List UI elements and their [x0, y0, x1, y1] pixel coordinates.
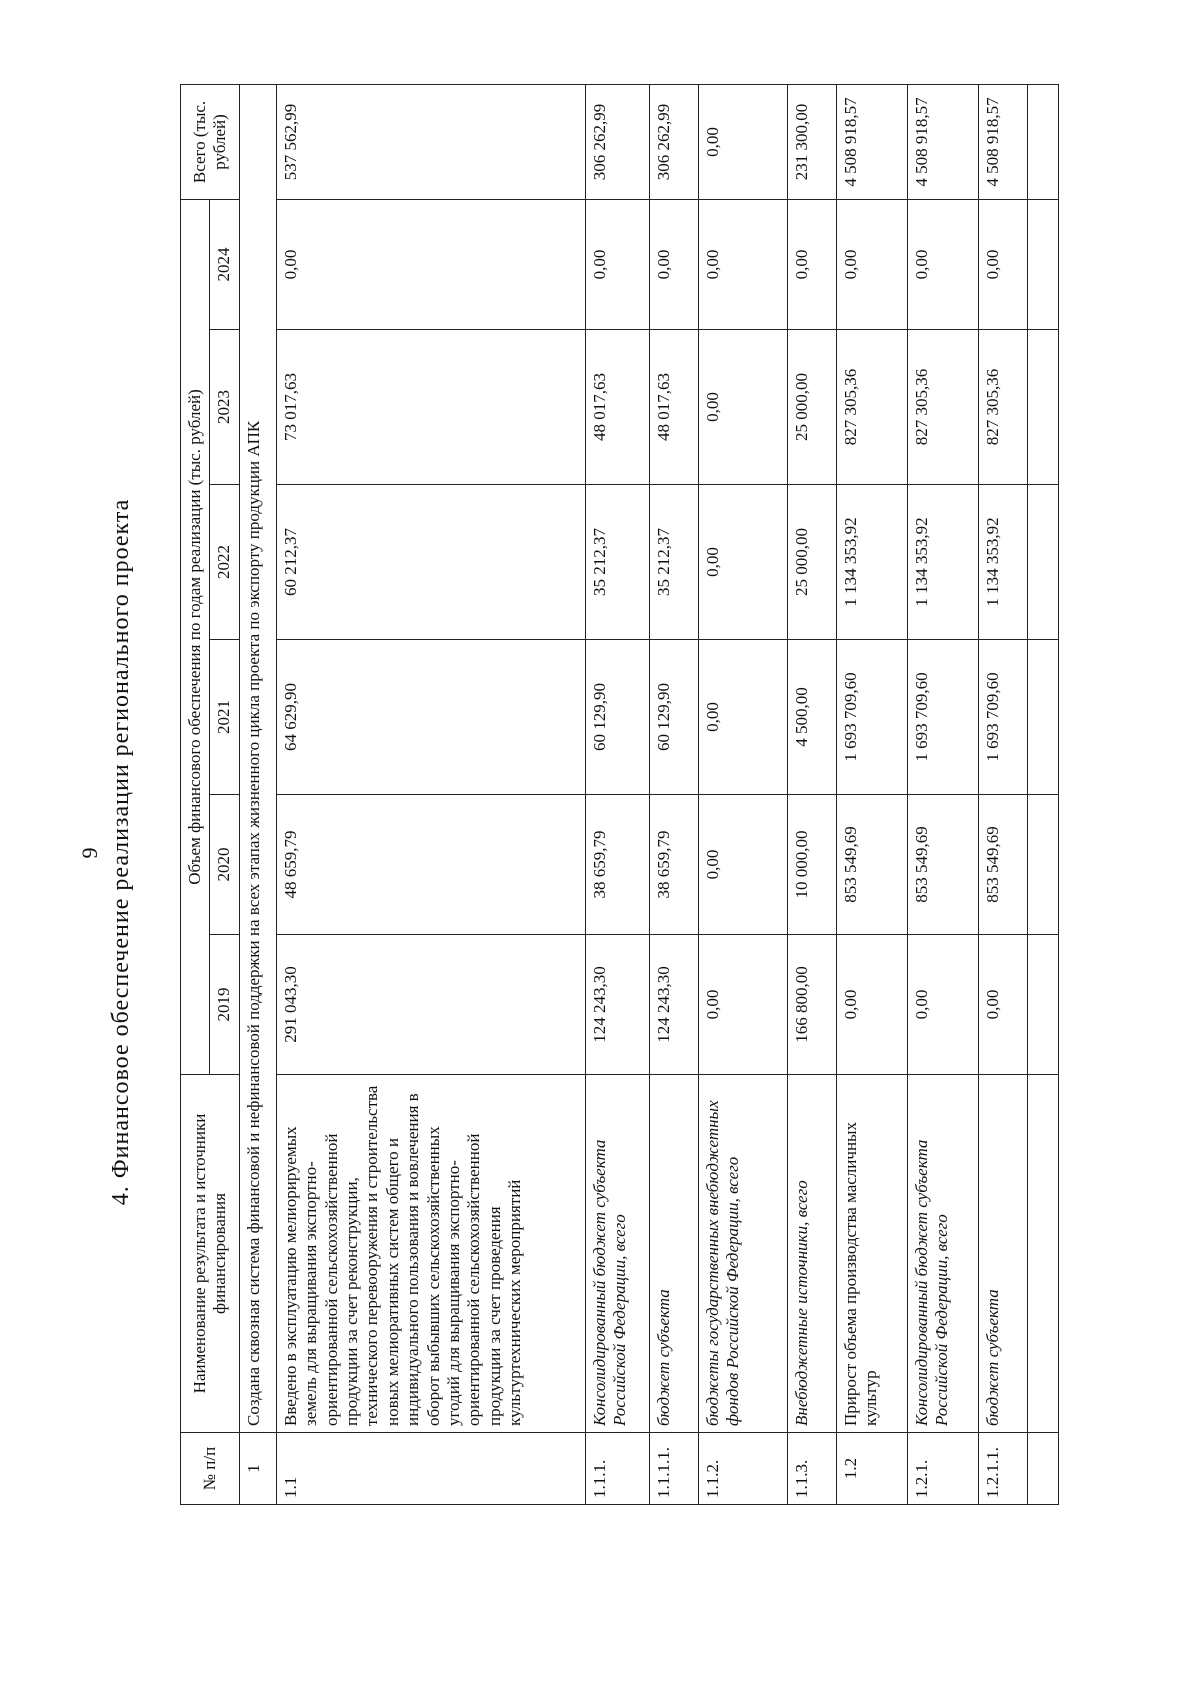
row-value: 0,00 — [978, 199, 1027, 329]
row-value: 35 212,37 — [585, 485, 649, 640]
rotated-table-container — [180, 85, 1050, 1505]
row-value: 0,00 — [978, 935, 1027, 1075]
row-total: 537 562,99 — [276, 84, 585, 199]
row-value: 0,00 — [787, 199, 836, 329]
empty-cell — [1027, 330, 1058, 485]
header-name: Наименование результата и источники финансирования — [181, 1075, 240, 1433]
row-total: 4 508 918,57 — [978, 84, 1027, 199]
header-group: Объем финансового обеспечения по годам реализации (тыс. рублей) — [181, 199, 210, 1074]
row-value: 0,00 — [698, 795, 787, 935]
row-value: 0,00 — [907, 199, 978, 329]
row-total: 4 508 918,57 — [907, 84, 978, 199]
header-year: 2020 — [210, 795, 239, 935]
row-value: 853 549,69 — [978, 795, 1027, 935]
row-value: 827 305,36 — [836, 330, 907, 485]
table-row — [276, 84, 585, 1504]
table-row — [787, 84, 836, 1504]
empty-cell — [1027, 640, 1058, 795]
row-value: 1 134 353,92 — [907, 485, 978, 640]
empty-cell — [1027, 1075, 1058, 1433]
row-index: 1.1.1. — [585, 1433, 649, 1505]
row-value: 0,00 — [836, 935, 907, 1075]
header-year: 2023 — [210, 330, 239, 485]
row-value: 827 305,36 — [907, 330, 978, 485]
row-index: 1.1 — [276, 1433, 585, 1505]
header-year: 2022 — [210, 485, 239, 640]
table-row — [649, 84, 698, 1504]
row-value: 1 134 353,92 — [836, 485, 907, 640]
row-value: 48 017,63 — [585, 330, 649, 485]
row-value: 1 693 709,60 — [978, 640, 1027, 795]
row-value: 1 134 353,92 — [978, 485, 1027, 640]
table-row — [907, 84, 978, 1504]
table-row — [585, 84, 649, 1504]
row-name: бюджет субъекта — [978, 1075, 1027, 1433]
row-index: 1.1.3. — [787, 1433, 836, 1505]
row-name: бюджеты государственных внебюджетных фондов Российской Федерации, всего — [698, 1075, 787, 1433]
row-value: 0,00 — [698, 330, 787, 485]
row-value: 73 017,63 — [276, 330, 585, 485]
row-value: 64 629,90 — [276, 640, 585, 795]
row-value: 35 212,37 — [649, 485, 698, 640]
row-value: 0,00 — [585, 199, 649, 329]
header-total: Всего (тыс. рублей) — [181, 84, 240, 199]
row-value: 60 129,90 — [585, 640, 649, 795]
row-value: 48 659,79 — [276, 795, 585, 935]
table-row — [698, 84, 787, 1504]
row-value: 291 043,30 — [276, 935, 585, 1075]
row-value: 25 000,00 — [787, 485, 836, 640]
page-title: 4. Финансовое обеспечение реализации регионального проекта — [108, 498, 134, 1206]
section-index: 1 — [239, 1433, 276, 1505]
row-value: 0,00 — [698, 485, 787, 640]
row-value: 0,00 — [276, 199, 585, 329]
row-value: 0,00 — [698, 935, 787, 1075]
row-value: 124 243,30 — [649, 935, 698, 1075]
row-value: 0,00 — [649, 199, 698, 329]
page-number: 9 — [77, 847, 102, 859]
row-index: 1.1.1.1. — [649, 1433, 698, 1505]
row-value: 38 659,79 — [649, 795, 698, 935]
empty-cell — [1027, 1433, 1058, 1505]
row-value: 1 693 709,60 — [836, 640, 907, 795]
row-name: Консолидированный бюджет субъекта Российской Федерации, всего — [907, 1075, 978, 1433]
section-row — [239, 84, 276, 1504]
row-value: 166 800,00 — [787, 935, 836, 1075]
row-index: 1.2 — [836, 1433, 907, 1505]
table-row — [836, 84, 907, 1504]
row-value: 25 000,00 — [787, 330, 836, 485]
row-value: 0,00 — [907, 935, 978, 1075]
financing-table — [180, 84, 1059, 1505]
section-title: Создана сквозная система финансовой и нефинансовой поддержки на всех этапах жизненного цикла проекта по экспорту продукции АПК — [239, 84, 276, 1432]
row-value: 38 659,79 — [585, 795, 649, 935]
row-name: Введено в эксплуатацию мелиорируемых земель для выращивания экспортно-ориентированной сельскохозяйственной продукции за счет реконструкции, технического перевооружения и строительства новых мелиоративных систем общего и индивидуального пользования и вовлечения в оборот выбывших сельскохозяйственных угодий для выращивания экспортно-ориентированной сельскохозяйственной продукции за счет проведения культуртехнических мероприятий — [276, 1075, 585, 1433]
row-index: 1.1.2. — [698, 1433, 787, 1505]
table-row — [978, 84, 1027, 1504]
table-row-empty — [1027, 84, 1058, 1504]
row-index: 1.2.1.1. — [978, 1433, 1027, 1505]
row-name: Внебюджетные источники, всего — [787, 1075, 836, 1433]
row-total: 231 300,00 — [787, 84, 836, 199]
row-total: 4 508 918,57 — [836, 84, 907, 199]
header-row — [181, 84, 210, 1504]
empty-cell — [1027, 485, 1058, 640]
row-value: 0,00 — [698, 640, 787, 795]
row-name: Консолидированный бюджет субъекта Российской Федерации, всего — [585, 1075, 649, 1433]
row-value: 827 305,36 — [978, 330, 1027, 485]
header-year: 2021 — [210, 640, 239, 795]
empty-cell — [1027, 199, 1058, 329]
row-value: 0,00 — [698, 199, 787, 329]
row-value: 48 017,63 — [649, 330, 698, 485]
row-value: 60 129,90 — [649, 640, 698, 795]
empty-cell — [1027, 84, 1058, 199]
row-value: 4 500,00 — [787, 640, 836, 795]
header-year: 2019 — [210, 935, 239, 1075]
row-value: 60 212,37 — [276, 485, 585, 640]
row-value: 0,00 — [836, 199, 907, 329]
row-index: 1.2.1. — [907, 1433, 978, 1505]
row-value: 10 000,00 — [787, 795, 836, 935]
header-index: № п/п — [181, 1433, 240, 1505]
row-total: 306 262,99 — [649, 84, 698, 199]
row-value: 853 549,69 — [907, 795, 978, 935]
row-total: 306 262,99 — [585, 84, 649, 199]
row-name: бюджет субъекта — [649, 1075, 698, 1433]
header-year: 2024 — [210, 199, 239, 329]
row-value: 1 693 709,60 — [907, 640, 978, 795]
row-total: 0,00 — [698, 84, 787, 199]
row-value: 124 243,30 — [585, 935, 649, 1075]
empty-cell — [1027, 935, 1058, 1075]
empty-cell — [1027, 795, 1058, 935]
row-name: Прирост объема производства масличных культур — [836, 1075, 907, 1433]
row-value: 853 549,69 — [836, 795, 907, 935]
